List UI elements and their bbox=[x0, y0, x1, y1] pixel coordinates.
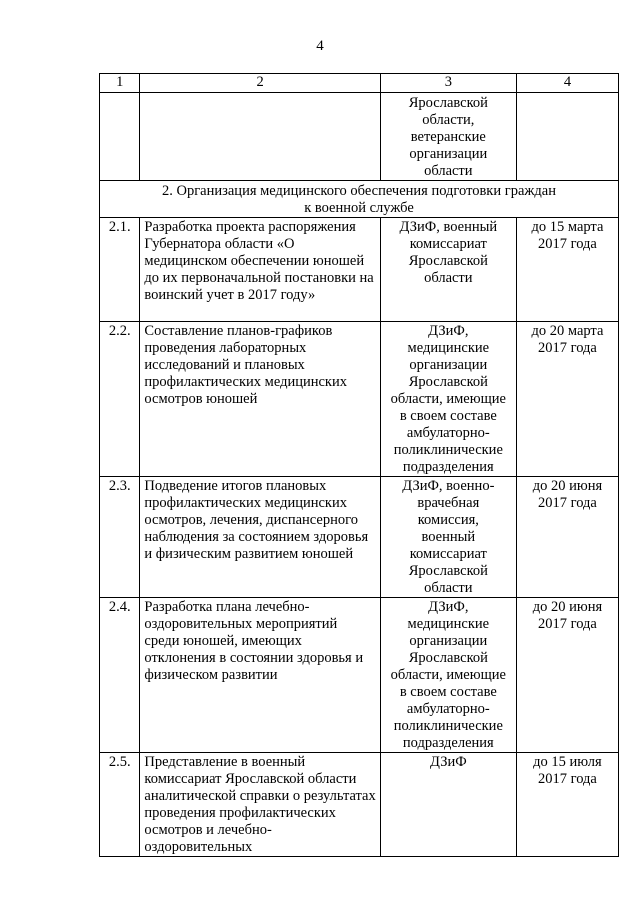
table-row bbox=[100, 477, 619, 598]
column-header-4: 4 bbox=[516, 74, 618, 93]
row-action: Разработка плана лечебно-оздоровительных мероприятий среди юношей, имеющих отклонения в состоянии здоровья и физическом развитии bbox=[140, 598, 380, 753]
section-row bbox=[100, 181, 619, 218]
row-number: 2.5. bbox=[100, 753, 140, 857]
row-action: Представление в военный комиссариат Ярославской области аналитической справки о результатах проведения профилактических осмотров и лечебно-оздоровительных bbox=[140, 753, 380, 857]
table-row bbox=[100, 753, 619, 857]
column-header-3: 3 bbox=[380, 74, 516, 93]
column-header-1: 1 bbox=[100, 74, 140, 93]
continuation-row bbox=[100, 93, 619, 181]
row-number: 2.3. bbox=[100, 477, 140, 598]
row-deadline: до 15 марта 2017 года bbox=[516, 218, 618, 322]
row-number: 2.1. bbox=[100, 218, 140, 322]
row-responsible: ДЗиФ bbox=[380, 753, 516, 857]
row-number: 2.4. bbox=[100, 598, 140, 753]
table-row bbox=[100, 598, 619, 753]
section-title: 2. Организация медицинского обеспечения подготовки граждан к военной службе bbox=[100, 181, 619, 218]
row-responsible: ДЗиФ, военный комиссариат Ярославской области bbox=[380, 218, 516, 322]
plan-table bbox=[99, 73, 619, 857]
row-deadline: до 20 июня 2017 года bbox=[516, 477, 618, 598]
table-row bbox=[100, 322, 619, 477]
row-number bbox=[100, 93, 140, 181]
row-deadline: до 20 марта 2017 года bbox=[516, 322, 618, 477]
row-responsible: ДЗиФ, медицинские организации Ярославской области, имеющие в своем составе амбулаторно-поликлинические подразделения bbox=[380, 598, 516, 753]
row-responsible: ДЗиФ, медицинские организации Ярославской области, имеющие в своем составе амбулаторно-поликлинические подразделения bbox=[380, 322, 516, 477]
table-header-row bbox=[100, 74, 619, 93]
row-action: Составление планов-графиков проведения лабораторных исследований и плановых профилактических медицинских осмотров юношей bbox=[140, 322, 380, 477]
column-header-2: 2 bbox=[140, 74, 380, 93]
row-deadline: до 20 июня 2017 года bbox=[516, 598, 618, 753]
row-deadline: до 15 июля 2017 года bbox=[516, 753, 618, 857]
row-number: 2.2. bbox=[100, 322, 140, 477]
table-row bbox=[100, 218, 619, 322]
row-responsible: Ярославской области, ветеранские организации области bbox=[380, 93, 516, 181]
row-deadline bbox=[516, 93, 618, 181]
row-action bbox=[140, 93, 380, 181]
row-action: Разработка проекта распоряжения Губернатора области «О медицинском обеспечении юношей до их первоначальной постановки на воинский учет в 2017 году» bbox=[140, 218, 380, 322]
row-responsible: ДЗиФ, военно-врачебная комиссия, военный комиссариат Ярославской области bbox=[380, 477, 516, 598]
row-action: Подведение итогов плановых профилактических медицинских осмотров, лечения, диспансерного наблюдения за состоянием здоровья и физическим развитием юношей bbox=[140, 477, 380, 598]
page-number: 4 bbox=[316, 38, 324, 54]
